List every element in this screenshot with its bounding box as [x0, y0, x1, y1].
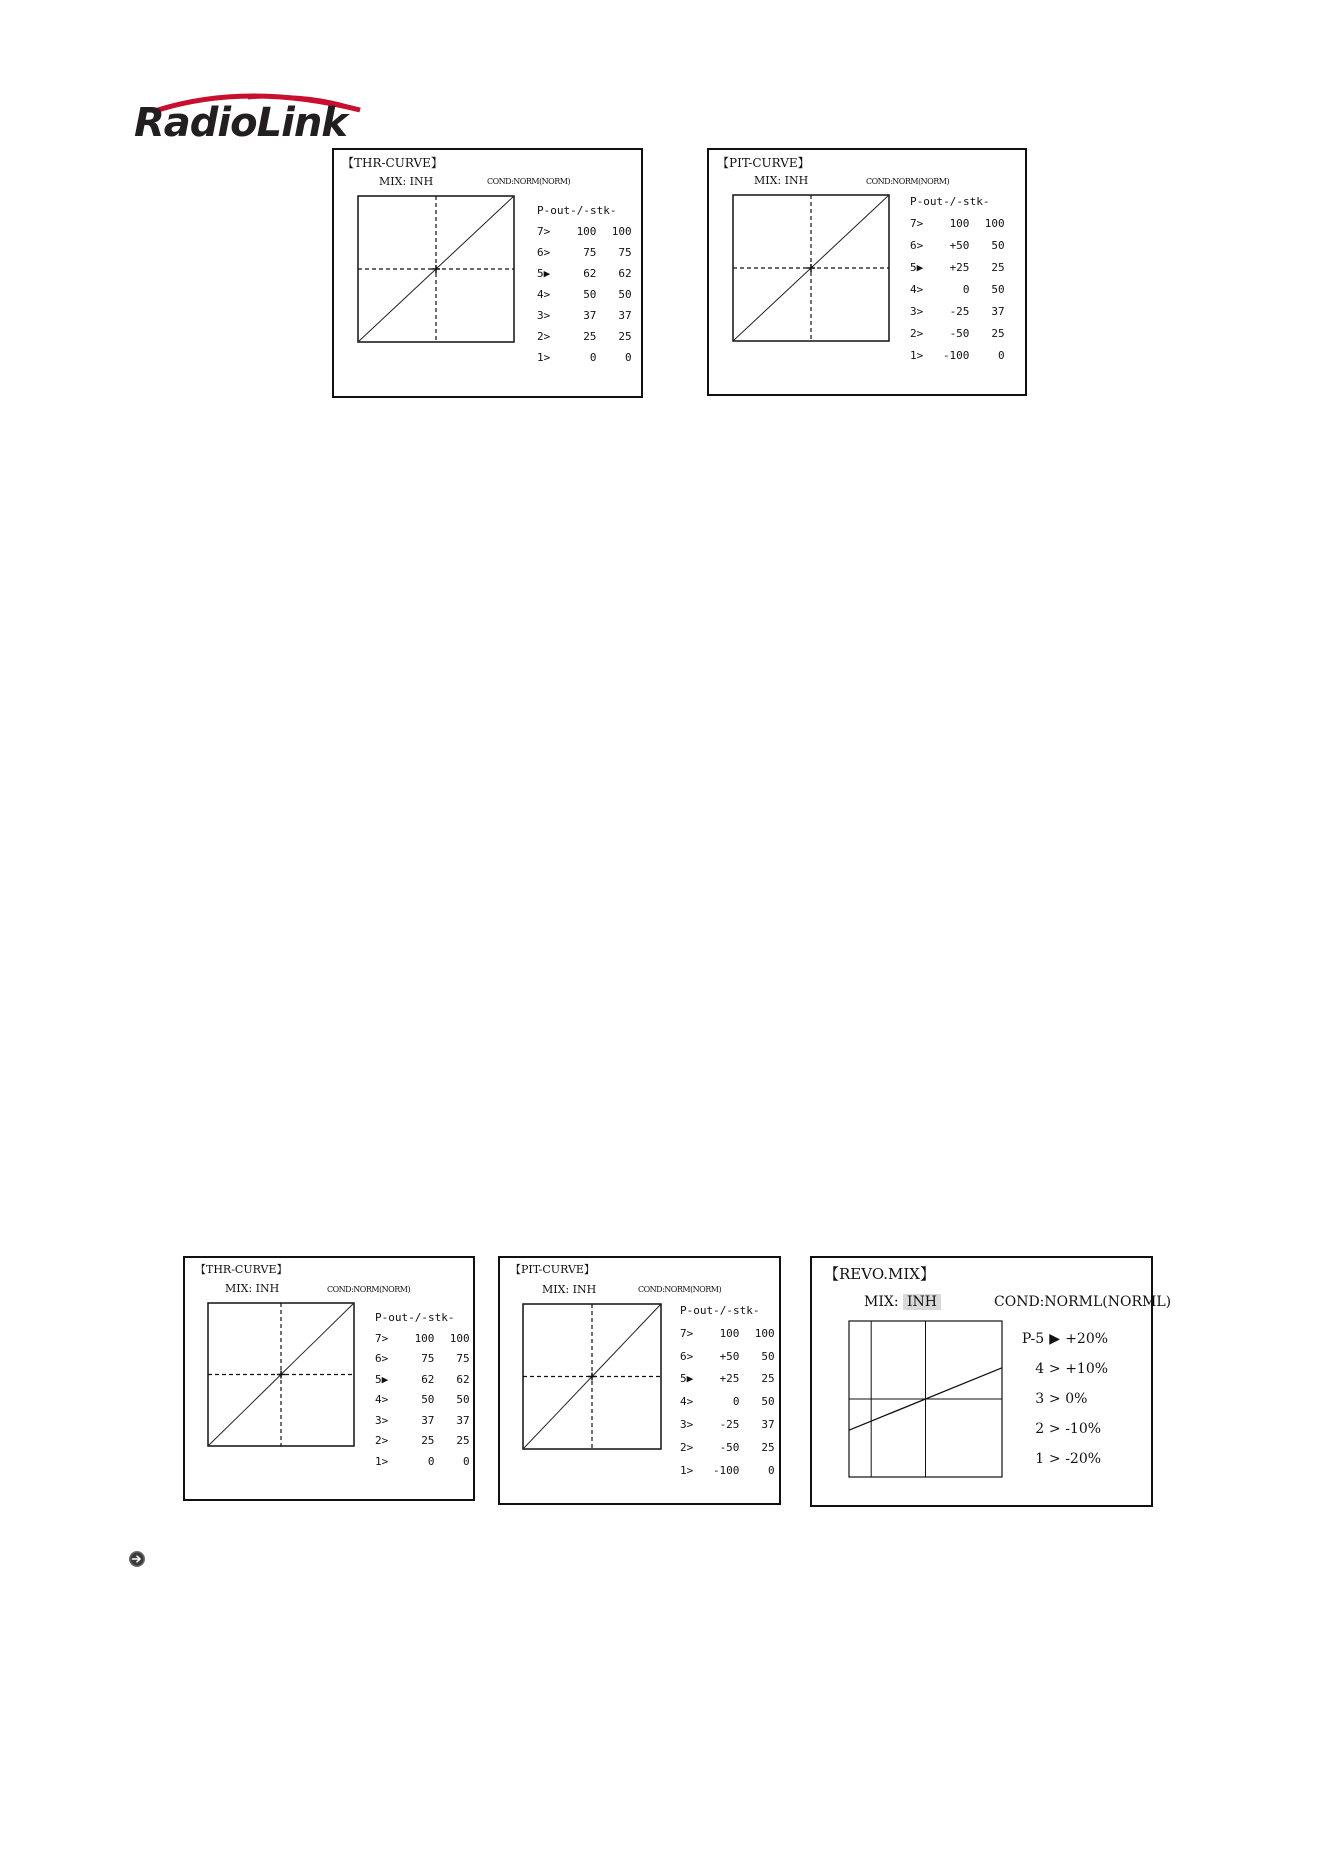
thr-curve-screen-bottom: [183, 1256, 475, 1501]
list-header: P-out-/-stk-: [537, 204, 617, 217]
point-output: 62: [583, 267, 597, 280]
curve-point-row[interactable]: [537, 326, 632, 347]
curve-point-row[interactable]: [680, 1437, 775, 1460]
curve-point-row[interactable]: [537, 242, 632, 263]
curve-point-row[interactable]: [680, 1391, 775, 1414]
rate-separator: >: [1048, 1451, 1061, 1467]
curve-point-row[interactable]: [537, 263, 632, 284]
curve-point-row[interactable]: [375, 1411, 470, 1432]
point-index: 6>: [537, 246, 551, 259]
curve-point-row[interactable]: [680, 1346, 775, 1369]
point-output: 25: [421, 1434, 435, 1447]
curve-point-row[interactable]: [680, 1368, 775, 1391]
rate-separator: >: [1048, 1361, 1061, 1377]
revo-rate-row[interactable]: [1012, 1384, 1108, 1414]
point-index: 6>: [375, 1352, 389, 1365]
point-index: 1>: [910, 349, 924, 362]
point-stick: 25: [991, 261, 1005, 274]
arrow-circle-icon: [128, 1550, 146, 1568]
point-output: 100: [949, 217, 970, 230]
screen-title: 【PIT-CURVE】: [717, 156, 810, 170]
radiolink-logo: [128, 88, 368, 144]
point-output: -50: [719, 1440, 740, 1454]
point-index: 5▶: [680, 1372, 694, 1386]
curve-point-row[interactable]: [910, 345, 1005, 367]
point-index: 3>: [537, 309, 551, 322]
point-output: 75: [583, 246, 597, 259]
point-index: 4>: [910, 283, 924, 296]
curve-point-row[interactable]: [910, 213, 1005, 235]
revo-rate-row[interactable]: [1012, 1414, 1108, 1444]
point-stick: 25: [991, 327, 1005, 340]
point-output: 75: [421, 1352, 435, 1365]
point-output: 100: [719, 1326, 740, 1340]
curve-point-row[interactable]: [910, 235, 1005, 257]
rate-separator: >: [1048, 1421, 1061, 1437]
point-index: 6>: [910, 239, 924, 252]
pit-curve-screen-top: [707, 148, 1027, 396]
point-index: 2>: [910, 327, 924, 340]
point-output: -50: [949, 327, 970, 340]
revo-rate-row[interactable]: [1012, 1324, 1108, 1354]
curve-point-row[interactable]: [375, 1349, 470, 1370]
point-output: 37: [421, 1413, 435, 1427]
screen-title: 【PIT-CURVE】: [510, 1263, 595, 1276]
curve-plot: [207, 1302, 355, 1447]
point-list: [537, 200, 632, 368]
point-index: 5▶: [537, 267, 551, 280]
point-stick: 25: [456, 1434, 470, 1447]
curve-point-row[interactable]: [910, 279, 1005, 301]
revo-mix-plot: [848, 1320, 1003, 1478]
point-index: 3>: [680, 1417, 694, 1431]
revo-rate-row[interactable]: [1012, 1354, 1108, 1384]
point-index: 7>: [537, 225, 551, 238]
point-index: 4>: [680, 1395, 694, 1409]
point-output: +50: [719, 1349, 740, 1363]
point-output: 0: [427, 1454, 435, 1468]
point-index: 4>: [375, 1393, 389, 1406]
point-stick: 50: [991, 239, 1005, 252]
curve-point-row[interactable]: [910, 257, 1005, 279]
point-index: 4>: [537, 288, 551, 301]
point-stick: 37: [991, 305, 1005, 318]
cond-label: COND:NORM(NORM): [866, 177, 950, 186]
list-header: P-out-/-stk-: [680, 1304, 760, 1317]
rate-value: +10%: [1065, 1361, 1109, 1377]
curve-point-row[interactable]: [680, 1460, 775, 1483]
screen-title: 【THR-CURVE】: [342, 156, 443, 170]
rate-value: 0%: [1065, 1391, 1088, 1407]
rate-point: P-5: [1021, 1331, 1045, 1347]
point-output: 37: [583, 309, 597, 322]
rate-separator: ▶: [1049, 1331, 1061, 1347]
rate-point: 3: [1035, 1391, 1045, 1407]
point-list: [375, 1308, 470, 1472]
point-stick: 0: [998, 349, 1005, 362]
curve-plot: [732, 194, 890, 342]
point-stick: 37: [618, 309, 632, 322]
point-index: 5▶: [375, 1372, 389, 1386]
point-stick: 75: [618, 246, 632, 259]
curve-point-row[interactable]: [375, 1431, 470, 1452]
rate-value: -20%: [1065, 1451, 1102, 1467]
cond-label: COND:NORML(NORML): [994, 1294, 1172, 1310]
point-stick: 37: [761, 1417, 775, 1431]
mix-value: INH: [409, 175, 434, 188]
point-output: 25: [583, 330, 597, 343]
point-index: 3>: [375, 1413, 389, 1427]
point-stick: 50: [761, 1395, 775, 1409]
pit-curve-screen-bottom: [498, 1256, 781, 1505]
thr-curve-screen-top: [332, 148, 643, 398]
cond-label: COND:NORM(NORM): [327, 1285, 411, 1294]
point-index: 7>: [680, 1326, 694, 1340]
mix-label: MIX:: [542, 1283, 570, 1296]
point-stick: 50: [618, 288, 632, 301]
point-output: 0: [589, 351, 597, 364]
mix-value: INH: [784, 174, 809, 187]
point-output: 0: [962, 283, 970, 296]
point-list: [910, 191, 1005, 367]
point-index: 7>: [910, 217, 924, 230]
point-stick: 25: [618, 330, 632, 343]
mix-label: MIX:: [754, 174, 782, 187]
point-index: 5▶: [910, 261, 924, 274]
curve-point-row[interactable]: [375, 1452, 470, 1473]
point-output: -100: [712, 1463, 740, 1477]
mix-status: [542, 1283, 596, 1296]
rate-point: 1: [1035, 1451, 1045, 1467]
rate-separator: >: [1048, 1391, 1061, 1407]
point-list: [680, 1300, 775, 1482]
mix-status: [379, 175, 433, 188]
point-stick: 50: [761, 1349, 775, 1363]
point-output: 100: [414, 1331, 435, 1345]
point-index: 2>: [537, 330, 551, 343]
rate-point: 2: [1035, 1421, 1045, 1437]
mix-status: [864, 1294, 941, 1310]
cond-label: COND:NORM(NORM): [487, 177, 571, 186]
point-stick: 100: [449, 1331, 470, 1345]
point-stick: 100: [754, 1326, 775, 1340]
point-output: +25: [719, 1372, 740, 1386]
point-output: -100: [942, 349, 970, 362]
point-stick: 62: [456, 1372, 470, 1386]
point-stick: 0: [625, 351, 632, 364]
point-stick: 62: [618, 267, 632, 280]
point-output: +25: [949, 261, 970, 274]
point-index: 2>: [680, 1440, 694, 1454]
cond-label: COND:NORM(NORM): [638, 1285, 722, 1294]
revo-rate-row[interactable]: [1012, 1444, 1108, 1474]
point-output: 50: [421, 1393, 435, 1406]
mix-label: MIX:: [864, 1294, 899, 1310]
point-index: 1>: [537, 351, 551, 364]
curve-point-row[interactable]: [680, 1414, 775, 1437]
revo-rate-list: [1012, 1324, 1108, 1474]
point-stick: 25: [761, 1440, 775, 1454]
point-stick: 37: [456, 1413, 470, 1427]
curve-plot: [522, 1303, 662, 1450]
curve-point-row[interactable]: [910, 323, 1005, 345]
point-stick: 0: [768, 1463, 775, 1477]
point-index: 1>: [375, 1454, 389, 1468]
point-stick: 0: [463, 1454, 470, 1468]
curve-plot: [357, 195, 515, 343]
point-stick: 50: [991, 283, 1005, 296]
list-header: P-out-/-stk-: [375, 1311, 455, 1324]
point-output: -25: [949, 305, 970, 318]
curve-point-row[interactable]: [375, 1390, 470, 1411]
screen-title: 【THR-CURVE】: [195, 1263, 288, 1276]
mix-value[interactable]: INH: [903, 1294, 941, 1310]
mix-label: MIX:: [225, 1282, 253, 1295]
point-output: 50: [583, 288, 597, 301]
point-index: 6>: [680, 1349, 694, 1363]
curve-point-row[interactable]: [537, 347, 632, 368]
point-stick: 75: [456, 1352, 470, 1365]
curve-point-row[interactable]: [375, 1329, 470, 1350]
list-header: P-out-/-stk-: [910, 195, 990, 208]
point-index: 7>: [375, 1331, 389, 1345]
point-output: 62: [421, 1372, 435, 1386]
mix-value: INH: [572, 1283, 597, 1296]
point-output: 0: [732, 1395, 740, 1409]
point-stick: 100: [611, 225, 632, 238]
point-output: +50: [949, 239, 970, 252]
point-index: 3>: [910, 305, 924, 318]
mix-label: MIX:: [379, 175, 407, 188]
curve-point-row[interactable]: [375, 1370, 470, 1391]
point-output: 100: [576, 225, 597, 238]
revo-mix-screen: [810, 1256, 1172, 1507]
mix-value: INH: [255, 1282, 280, 1295]
rate-value: -10%: [1065, 1421, 1102, 1437]
curve-point-row[interactable]: [910, 301, 1005, 323]
rate-value: +20%: [1065, 1331, 1109, 1347]
curve-point-row[interactable]: [537, 305, 632, 326]
mix-status: [754, 174, 808, 187]
rate-point: 4: [1035, 1361, 1045, 1377]
point-index: 1>: [680, 1463, 694, 1477]
point-stick: 25: [761, 1372, 775, 1386]
point-output: -25: [719, 1417, 740, 1431]
mix-status: [225, 1282, 279, 1295]
point-stick: 100: [984, 217, 1005, 230]
svg-text:RadioLink: RadioLink: [134, 100, 347, 144]
curve-point-row[interactable]: [537, 221, 632, 242]
point-stick: 50: [456, 1393, 470, 1406]
curve-point-row[interactable]: [537, 284, 632, 305]
screen-title: 【REVO.MIX】: [824, 1265, 935, 1283]
point-index: 2>: [375, 1434, 389, 1447]
curve-point-row[interactable]: [680, 1323, 775, 1346]
